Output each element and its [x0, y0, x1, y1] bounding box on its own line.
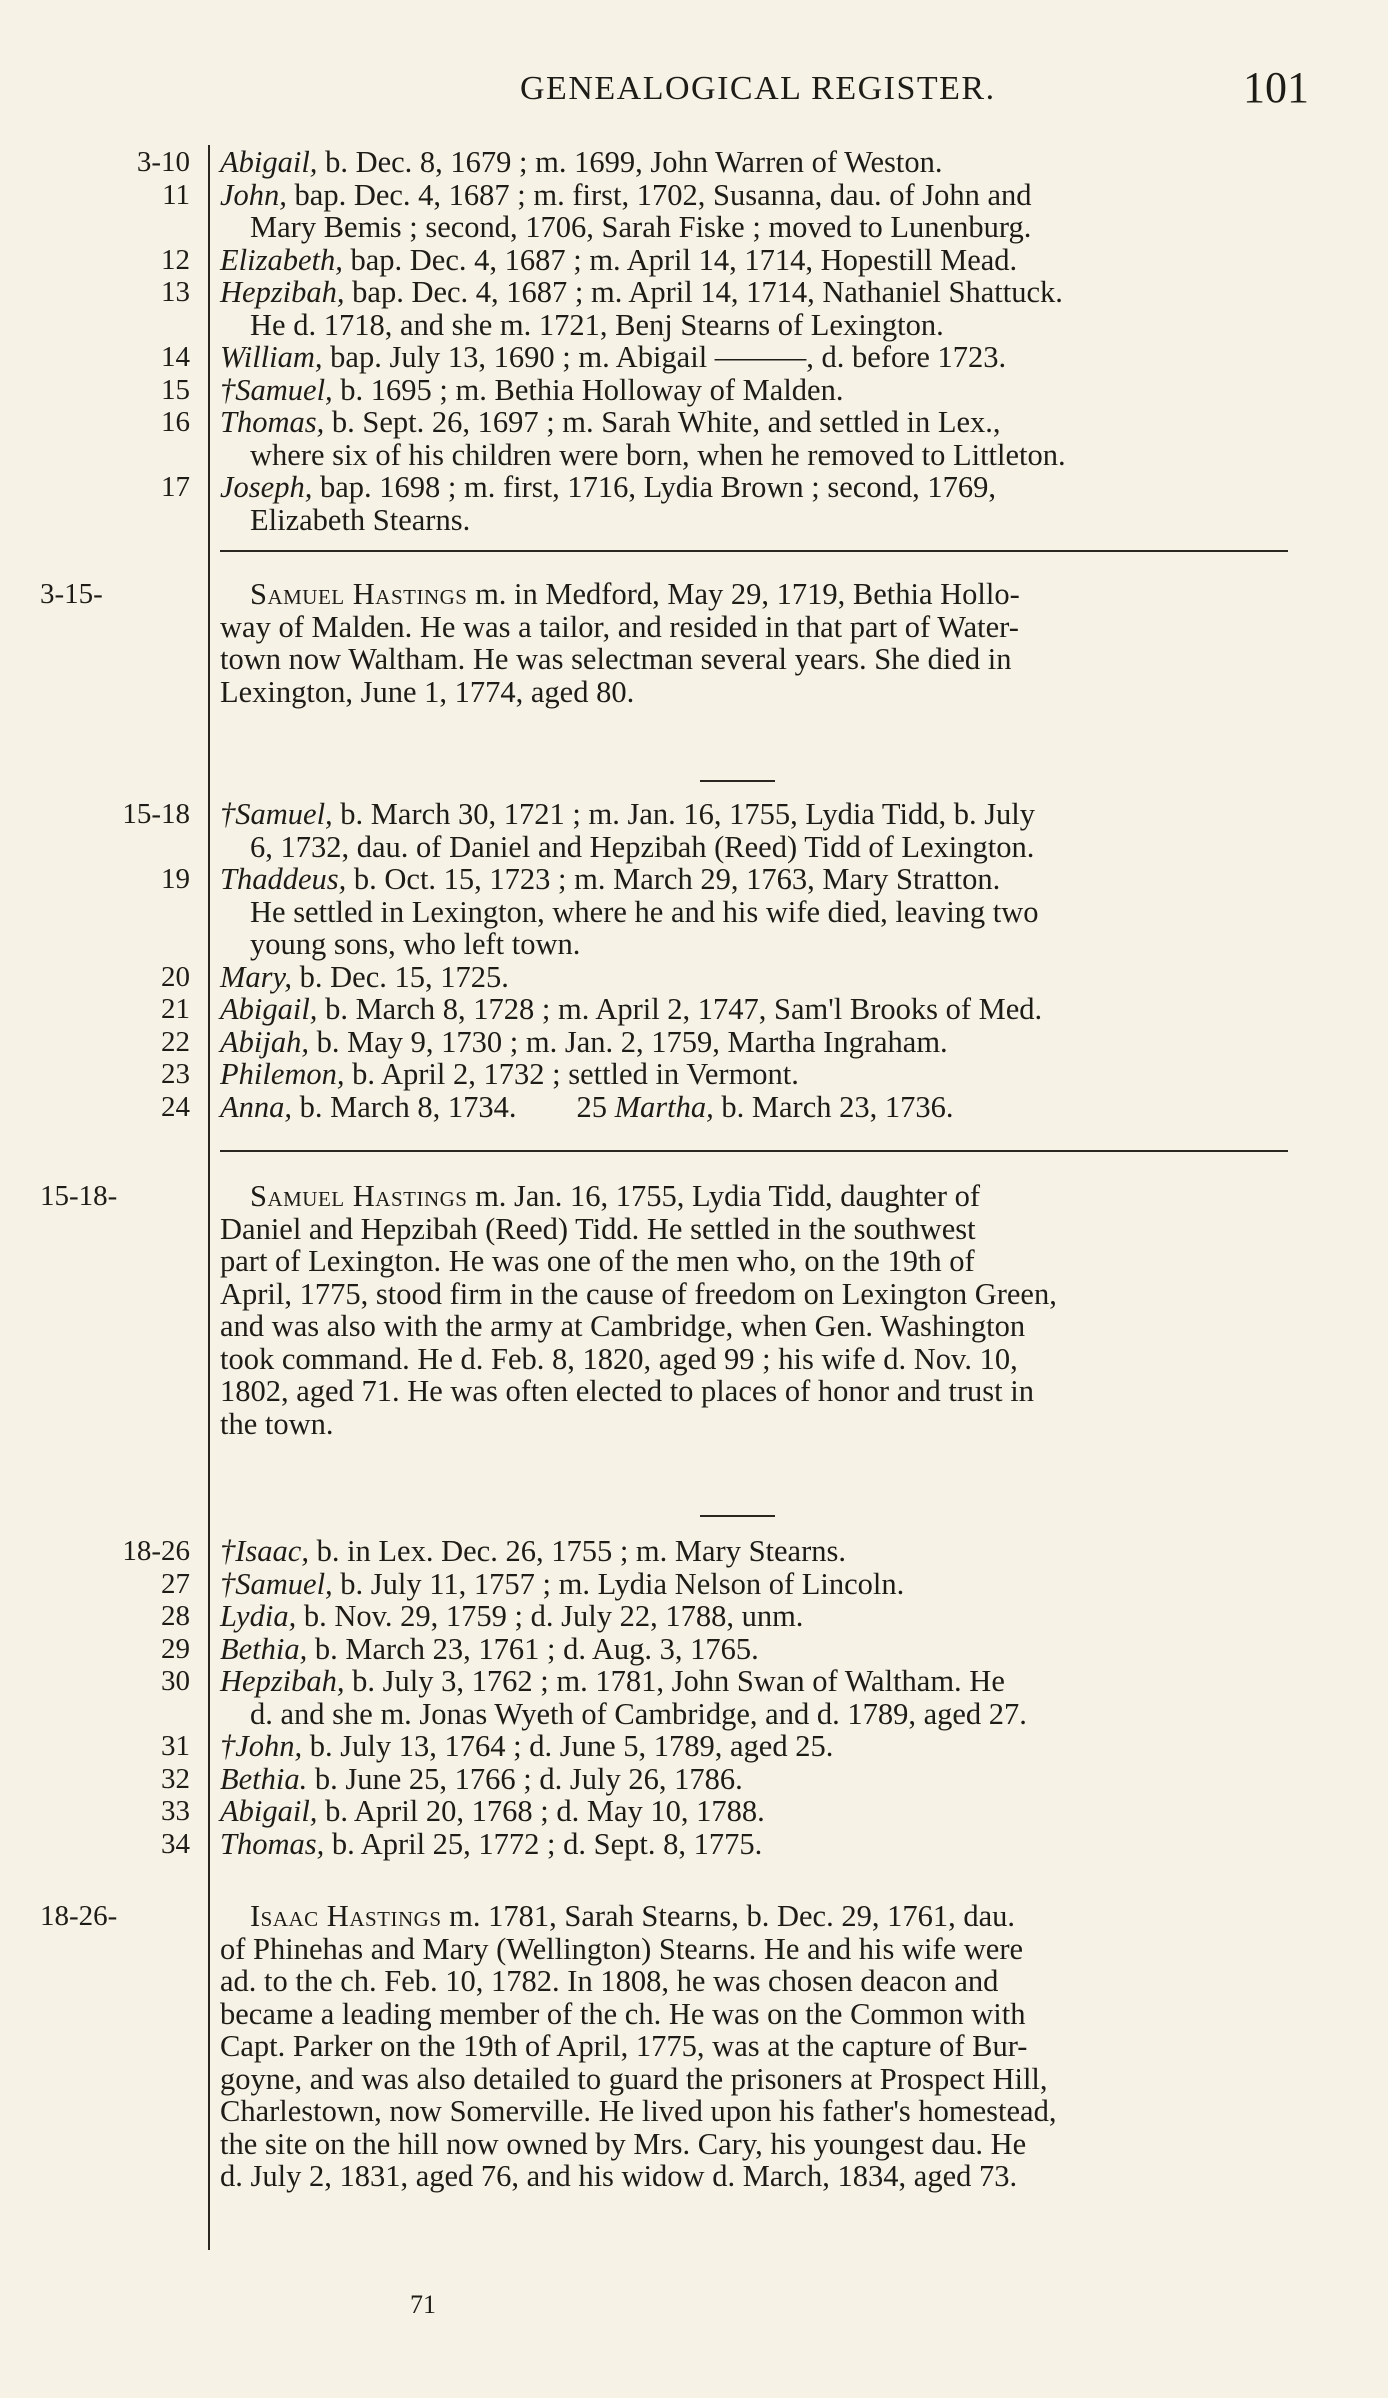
paragraph-line: [220, 1375, 1290, 1408]
child-number: 28: [161, 1600, 190, 1632]
child-name: †John,: [220, 1729, 303, 1763]
child-entry: [220, 993, 1290, 1026]
child-details: d. and she m. Jonas Wyeth of Cambridge, and d. 1789, aged 27.: [250, 1696, 1027, 1731]
child-details: b. Nov. 29, 1759 ; d. July 22, 1788, unm.: [296, 1599, 804, 1633]
paragraph-line: [220, 1998, 1290, 2031]
paragraph-line: [220, 2063, 1290, 2096]
child-details: b. Dec. 8, 1679 ; m. 1699, John Warren of Weston.: [317, 145, 943, 179]
child-entry: [220, 1828, 1290, 1861]
child-entry: [220, 1795, 1290, 1828]
child-name: Lydia,: [220, 1599, 297, 1633]
child-name: Hepzibah,: [220, 275, 345, 309]
child-number: 15: [161, 373, 190, 406]
child-number: 33: [161, 1795, 190, 1827]
child-details: bap. Dec. 4, 1687 ; m. April 14, 1714, Hopestill Mead.: [342, 242, 1018, 277]
child-entry: [220, 406, 1290, 439]
child-name: Abijah,: [220, 1024, 309, 1059]
paragraph-text: the site on the hill now owned by Mrs. Cary, his youngest dau. He: [220, 2126, 1027, 2161]
family-head-name: Isaac Hastings: [250, 1899, 442, 1933]
family-head-name: Samuel Hastings: [250, 1179, 468, 1213]
child-details: Mary Bemis ; second, 1706, Sarah Fiske ; moved to Lunenburg.: [250, 210, 1032, 244]
paragraph-text: took command. He d. Feb. 8, 1820, aged 99 ; his wife d. Nov. 10,: [220, 1341, 1018, 1376]
child-number: [40, 504, 190, 537]
child-entry: [220, 1665, 1290, 1698]
family-paragraph: [220, 1180, 1290, 1440]
paragraph-text: Daniel and Hepzibah (Reed) Tidd. He settled in the southwest: [220, 1211, 976, 1246]
child-number: 18-26: [122, 1535, 190, 1567]
child-entry: [220, 309, 1290, 342]
child-entry: [220, 471, 1290, 504]
paragraph-line: [220, 1900, 1290, 1933]
child-number: 16: [161, 406, 190, 438]
paragraph-text: goyne, and was also detailed to guard the prisoners at Prospect Hill,: [220, 2061, 1048, 2096]
child-entry: [220, 179, 1290, 212]
child-name: †Samuel,: [220, 1566, 333, 1601]
paragraph-text: and was also with the army at Cambridge, when Gen. Washington: [220, 1309, 1026, 1343]
child-details: b. June 25, 1766 ; d. July 26, 1786.: [307, 1761, 743, 1796]
child-entry: [220, 1633, 1290, 1666]
family-reference: 18-26-: [40, 1900, 118, 1932]
child-number: 11: [162, 178, 190, 211]
child-entry: [220, 1535, 1290, 1568]
child-number-column: [40, 1535, 190, 1860]
children-list: [220, 1535, 1290, 1860]
paragraph-line: [220, 1213, 1290, 1246]
child-details: b. July 3, 1762 ; m. 1781, John Swan of Waltham. He: [344, 1664, 1005, 1698]
child-name: Elizabeth,: [220, 242, 343, 277]
child-name: Bethia,: [220, 1631, 308, 1666]
child-entry: [220, 341, 1290, 374]
child-number: 25: [576, 1089, 607, 1124]
child-number: 30: [161, 1665, 190, 1697]
paragraph-line: [220, 676, 1290, 709]
child-entry: [220, 798, 1290, 831]
child-details: bap. 1698 ; m. first, 1716, Lydia Brown ; second, 1769,: [312, 470, 996, 504]
paragraph-text: April, 1775, stood firm in the cause of freedom on Lexington Green,: [220, 1276, 1057, 1311]
child-number: 21: [161, 993, 190, 1025]
child-name: †Samuel,: [220, 372, 333, 407]
child-number: 15-18: [122, 798, 190, 830]
paragraph-text: Lexington, June 1, 1774, aged 80.: [220, 674, 635, 709]
child-entry: [220, 1763, 1290, 1796]
child-name: Thomas,: [220, 1826, 325, 1861]
child-details: b. July 13, 1764 ; d. June 5, 1789, aged 25.: [302, 1729, 834, 1763]
paragraph-line: [220, 1965, 1290, 1998]
child-details: b. July 11, 1757 ; m. Lydia Nelson of Lincoln.: [332, 1566, 905, 1601]
child-number: [40, 309, 190, 342]
family-paragraph: [220, 578, 1290, 708]
child-details: b. March 23, 1761 ; d. Aug. 3, 1765.: [307, 1631, 759, 1666]
child-number: [40, 831, 190, 864]
child-name: Abigail,: [220, 145, 318, 179]
paragraph-text: way of Malden. He was a tailor, and resided in that part of Water-: [220, 609, 1019, 644]
child-number: 27: [161, 1567, 190, 1600]
child-name: John,: [220, 177, 287, 212]
child-entry: [220, 1568, 1290, 1601]
page-header: [0, 62, 1388, 122]
paragraph-line: [220, 611, 1290, 644]
paragraph-text: m. Jan. 16, 1755, Lydia Tidd, daughter of: [467, 1179, 981, 1213]
child-details: He d. 1718, and she m. 1721, Benj Stearns of Lexington.: [250, 307, 944, 342]
child-number: 3-10: [136, 146, 190, 178]
page-number: 101: [1243, 63, 1309, 112]
child-number: [40, 896, 190, 929]
child-details: He settled in Lexington, where he and his wife died, leaving two: [250, 894, 1039, 929]
child-name: †Samuel,: [220, 797, 333, 831]
paragraph-text: 1802, aged 71. He was often elected to places of honor and trust in: [220, 1374, 1034, 1408]
child-name: Bethia.: [220, 1761, 308, 1796]
child-name: †Isaac,: [220, 1534, 309, 1568]
children-list: [220, 798, 1290, 1123]
short-divider: [700, 1515, 775, 1517]
child-number: 31: [161, 1730, 190, 1762]
child-entry: [220, 1058, 1290, 1091]
child-number-column: [40, 798, 190, 1123]
child-details: b. Sept. 26, 1697 ; m. Sarah White, and settled in Lex.,: [324, 405, 1001, 439]
child-details: b. in Lex. Dec. 26, 1755 ; m. Mary Stearns.: [308, 1534, 846, 1568]
child-details: b. March 8, 1734.: [292, 1089, 517, 1124]
child-number: [40, 211, 190, 244]
child-entry: [220, 146, 1290, 179]
paragraph-line: [220, 1278, 1290, 1311]
child-details: Elizabeth Stearns.: [250, 502, 471, 537]
child-details: bap. Dec. 4, 1687 ; m. first, 1702, Susanna, dau. of John and: [286, 177, 1032, 212]
paragraph-text: m. in Medford, May 29, 1719, Bethia Hollo-: [467, 577, 1020, 611]
paragraph-line: [220, 2095, 1290, 2128]
child-entry: [220, 504, 1290, 537]
child-details: b. March 8, 1728 ; m. April 2, 1747, Sam'l Brooks of Med.: [317, 992, 1043, 1026]
child-number: 32: [161, 1762, 190, 1795]
child-entry: [220, 1698, 1290, 1731]
paragraph-line: [220, 1343, 1290, 1376]
paragraph-text: became a leading member of the ch. He was on the Common with: [220, 1996, 1026, 2031]
paragraph-text: d. July 2, 1831, aged 76, and his widow d. March, 1834, aged 73.: [220, 2159, 1018, 2193]
child-details: b. 1695 ; m. Bethia Holloway of Malden.: [332, 372, 844, 407]
child-details: b. April 25, 1772 ; d. Sept. 8, 1775.: [324, 1826, 763, 1861]
child-entry: [220, 374, 1290, 407]
paragraph-line: [220, 2128, 1290, 2161]
paragraph-line: [220, 578, 1290, 611]
child-details: b. April 2, 1732 ; settled in Vermont.: [344, 1057, 799, 1091]
child-number: 34: [161, 1827, 190, 1860]
paragraph-text: of Phinehas and Mary (Wellington) Stearns. He and his wife were: [220, 1931, 1024, 1966]
paragraph-line: [220, 1245, 1290, 1278]
child-details: bap. Dec. 4, 1687 ; m. April 14, 1714, Nathaniel Shattuck.: [344, 275, 1063, 309]
child-details: where six of his children were born, when he removed to Littleton.: [250, 437, 1066, 472]
child-entry: [220, 439, 1290, 472]
family-paragraph: [220, 1900, 1290, 2193]
paragraph-text: m. 1781, Sarah Stearns, b. Dec. 29, 1761, dau.: [441, 1899, 1015, 1933]
child-number: 19: [161, 863, 190, 895]
child-number: 12: [161, 243, 190, 276]
child-number: [40, 439, 190, 472]
paragraph-line: [220, 643, 1290, 676]
paragraph-line: [220, 2030, 1290, 2063]
child-number: 17: [161, 471, 190, 503]
child-entry: [220, 928, 1290, 961]
child-entry: [220, 1091, 1290, 1124]
child-entry: [220, 961, 1290, 994]
child-entry: [220, 211, 1290, 244]
child-details: 6, 1732, dau. of Daniel and Hepzibah (Reed) Tidd of Lexington.: [250, 829, 1035, 864]
child-entry: [220, 831, 1290, 864]
child-number: 23: [161, 1058, 190, 1090]
child-number: 24: [161, 1090, 190, 1123]
paragraph-line: [220, 1408, 1290, 1441]
signature-mark: 71: [410, 2290, 436, 2319]
paragraph-text: part of Lexington. He was one of the men who, on the 19th of: [220, 1244, 975, 1278]
child-name: Hepzibah,: [220, 1664, 345, 1698]
child-entry: [220, 896, 1290, 929]
running-title: GENEALOGICAL REGISTER.: [520, 70, 996, 107]
paragraph-text: Charlestown, now Somerville. He lived upon his father's homestead,: [220, 2094, 1057, 2128]
paragraph-text: town now Waltham. He was selectman several years. She died in: [220, 642, 1012, 676]
child-number: 13: [161, 276, 190, 308]
child-entry: [220, 863, 1290, 896]
child-number: 20: [161, 960, 190, 993]
child-name: Thomas,: [220, 405, 325, 439]
child-entry: [220, 1600, 1290, 1633]
paragraph-line: [220, 1180, 1290, 1213]
paragraph-line: [220, 2160, 1290, 2193]
family-reference: 3-15-: [40, 578, 103, 610]
child-details: b. March 23, 1736.: [713, 1089, 954, 1124]
paragraph-text: ad. to the ch. Feb. 10, 1782. In 1808, he was chosen deacon and: [220, 1964, 999, 1998]
child-name: Philemon,: [220, 1057, 345, 1091]
child-details: b. April 20, 1768 ; d. May 10, 1788.: [317, 1794, 765, 1828]
family-head-name: Samuel Hastings: [250, 577, 468, 611]
child-entry: [220, 276, 1290, 309]
children-list: [220, 146, 1290, 536]
child-name: Abigail,: [220, 992, 318, 1026]
paragraph-line: [220, 1310, 1290, 1343]
child-number: 14: [161, 341, 190, 373]
child-name: Anna,: [220, 1089, 293, 1124]
child-entry: [220, 1730, 1290, 1763]
child-name: Mary,: [220, 959, 293, 994]
child-number: [40, 928, 190, 961]
child-details: b. May 9, 1730 ; m. Jan. 2, 1759, Martha Ingraham.: [308, 1024, 948, 1059]
child-number: [40, 1698, 190, 1731]
child-name: Joseph,: [220, 470, 313, 504]
child-entry: [220, 1026, 1290, 1059]
paragraph-line: [220, 1933, 1290, 1966]
child-name: William,: [220, 340, 323, 374]
child-details: young sons, who left town.: [250, 927, 581, 961]
child-name: Martha,: [614, 1089, 714, 1124]
short-divider: [700, 780, 775, 782]
child-number: 22: [161, 1025, 190, 1058]
child-number: 29: [161, 1632, 190, 1665]
child-details: b. Oct. 15, 1723 ; m. March 29, 1763, Mary Stratton.: [346, 862, 1001, 896]
child-details: b. March 30, 1721 ; m. Jan. 16, 1755, Lydia Tidd, b. July: [332, 797, 1036, 831]
child-name: Abigail,: [220, 1794, 318, 1828]
paragraph-text: Capt. Parker on the 19th of April, 1775, was at the capture of Bur-: [220, 2029, 1028, 2063]
column-rule: [208, 145, 210, 2250]
child-entry: [220, 244, 1290, 277]
child-name: Thaddeus,: [220, 862, 347, 896]
paragraph-text: the town.: [220, 1406, 334, 1441]
child-details: bap. July 13, 1690 ; m. Abigail ———, d. before 1723.: [322, 340, 1007, 374]
child-number-column: [40, 146, 190, 536]
section-divider: [220, 550, 1288, 552]
section-divider: [220, 1150, 1288, 1152]
child-details: b. Dec. 15, 1725.: [292, 959, 509, 994]
family-reference: 15-18-: [40, 1180, 118, 1212]
